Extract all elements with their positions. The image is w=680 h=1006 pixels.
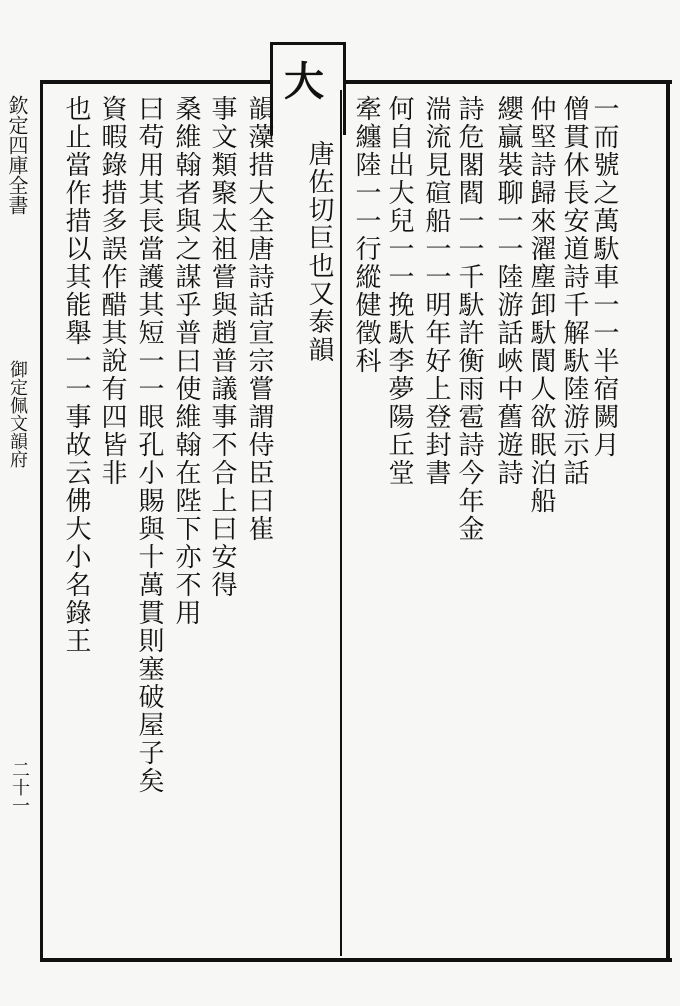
text-column-1: 一而號之萬馱車一一半宿闕月 — [589, 95, 619, 459]
text-column-6: 湍流見碹船一一明年好上登封書 — [421, 95, 451, 487]
text-column-10: 韻藻措大全唐詩話宣宗嘗謂侍臣曰崔 — [244, 95, 274, 543]
frame-bottom — [40, 958, 672, 962]
text-column-15: 也止當作措以其能舉一一事故云佛大小名錄王 — [61, 95, 91, 655]
text-column-7: 何自出大兒一一挽馱李夢陽丘堂 — [384, 95, 414, 487]
rhyme-heading: 大 — [284, 58, 324, 105]
text-column-12: 桑維翰者與之謀乎普曰使維翰在陛下亦不用 — [171, 95, 201, 627]
margin-book-title: 御定佩文韻府 — [7, 360, 28, 468]
page-number: 二十一 — [9, 760, 30, 814]
frame-left — [40, 80, 43, 962]
text-column-5: 詩危閣閻一一千馱許衡雨雹詩今年金 — [454, 95, 484, 543]
margin-series-title: 欽定四庫全書 — [5, 95, 29, 215]
text-column-14: 資暇錄措多誤作醋其說有四皆非 — [97, 95, 127, 487]
text-column-13: 曰苟用其長當護其短一一眼孔小賜與十萬貫則塞破屋子矣 — [134, 95, 164, 795]
text-column-3: 仲堅詩歸來濯塵卸馱閬人欲眠泊船 — [526, 95, 556, 515]
text-column-9: 唐佐切巨也又泰韻 — [304, 140, 334, 364]
frame-top — [40, 80, 672, 84]
text-column-4: 纓贏裝聊一一陸游話峽中舊遊詩 — [493, 95, 523, 487]
text-column-2: 僧貫休長安道詩千解馱陸游示話 — [559, 95, 589, 487]
frame-right — [666, 80, 670, 962]
column-divider — [340, 90, 342, 956]
text-column-11: 事文類聚太祖嘗與趙普議事不合上曰安得 — [207, 95, 237, 599]
text-column-8: 牽纏陸一一行縱健徵科 — [351, 95, 381, 375]
